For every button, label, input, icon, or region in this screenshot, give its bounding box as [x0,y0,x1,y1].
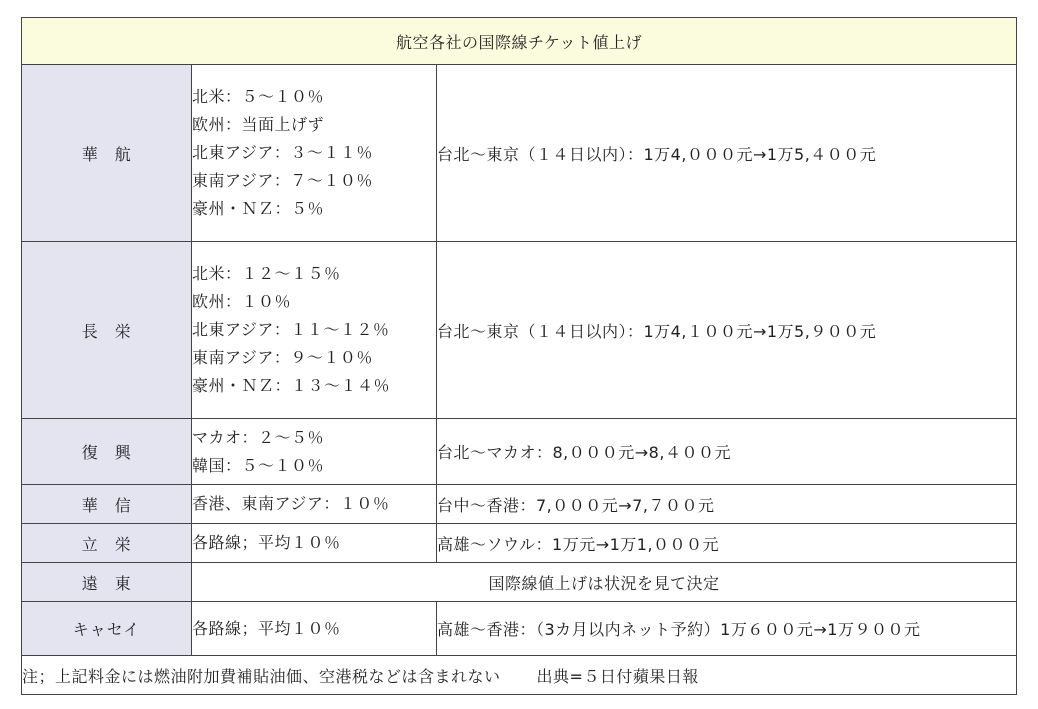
footer-row [22,656,1017,695]
table-row [22,65,1017,242]
title-row [22,18,1017,65]
table-row [22,524,1017,563]
increase-item: 各路線；平均１０％ [192,618,341,638]
route-fare: 台北～マカオ：8,０００元→8,４００元 [437,419,1017,485]
increase-item: 韓国：５～１０％ [192,455,325,475]
increase-item: 香港、東南アジア：１０％ [192,494,390,513]
increase-list [192,602,437,656]
increase-list [192,524,437,563]
increase-item: 東南アジア：７～１０％ [192,171,373,190]
airline-name: 華 信 [22,485,192,524]
increase-list [192,419,437,485]
footer-source: 出典=５日付蘋果日報 [536,666,699,686]
increase-list [192,242,437,419]
increase-item: マカオ：２～５％ [192,427,325,447]
increase-item: 北東アジア：１１～１２％ [192,320,390,339]
increase-list [192,65,437,242]
increase-item: 各路線；平均１０％ [192,533,341,552]
route-fare: 高雄～ソウル：1万元→1万1,０００元 [437,524,1017,563]
airline-name: 長 栄 [22,242,192,419]
table-row [22,419,1017,485]
airline-name: 立 栄 [22,524,192,563]
airline-name: キャセイ [22,602,192,656]
footer-note-cell [22,656,1017,695]
table-row [22,602,1017,656]
increase-item: 北米：１２～１５％ [192,264,341,283]
increase-item: 北東アジア：３～１１％ [192,143,373,162]
increase-item: 欧州：１０％ [192,292,292,311]
route-fare: 台北～東京（１４日以内）：1万4,０００元→1万5,４００元 [437,65,1017,242]
airline-name: 華 航 [22,65,192,242]
increase-item: 東南アジア：９～１０％ [192,348,373,367]
route-fare: 台北～東京（１４日以内）：1万4,１００元→1万5,９００元 [437,242,1017,419]
table-row [22,242,1017,419]
footer-note: 注；上記料金には燃油附加費補貼油価、空港税などは含まれない [22,666,501,686]
table-title: 航空各社の国際線チケット値上げ [22,18,1017,65]
increase-item: 欧州：当面上げず [192,115,325,134]
fare-increase-table [21,17,1017,695]
table-row [22,485,1017,524]
merged-note: 国際線値上げは状況を見て決定 [192,563,1017,602]
airline-name: 復 興 [22,419,192,485]
route-fare: 高雄～香港：（3カ月以内ネット予約）1万６００元→1万９００元 [437,602,1017,656]
table-row [22,563,1017,602]
increase-item: 豪州・ＮＺ：５％ [192,199,325,218]
airline-name: 遠 東 [22,563,192,602]
route-fare: 台中～香港：7,０００元→7,７００元 [437,485,1017,524]
increase-list [192,485,437,524]
increase-item: 豪州・ＮＺ：１３～１４％ [192,376,391,395]
increase-item: 北米：５～１０％ [192,87,325,106]
